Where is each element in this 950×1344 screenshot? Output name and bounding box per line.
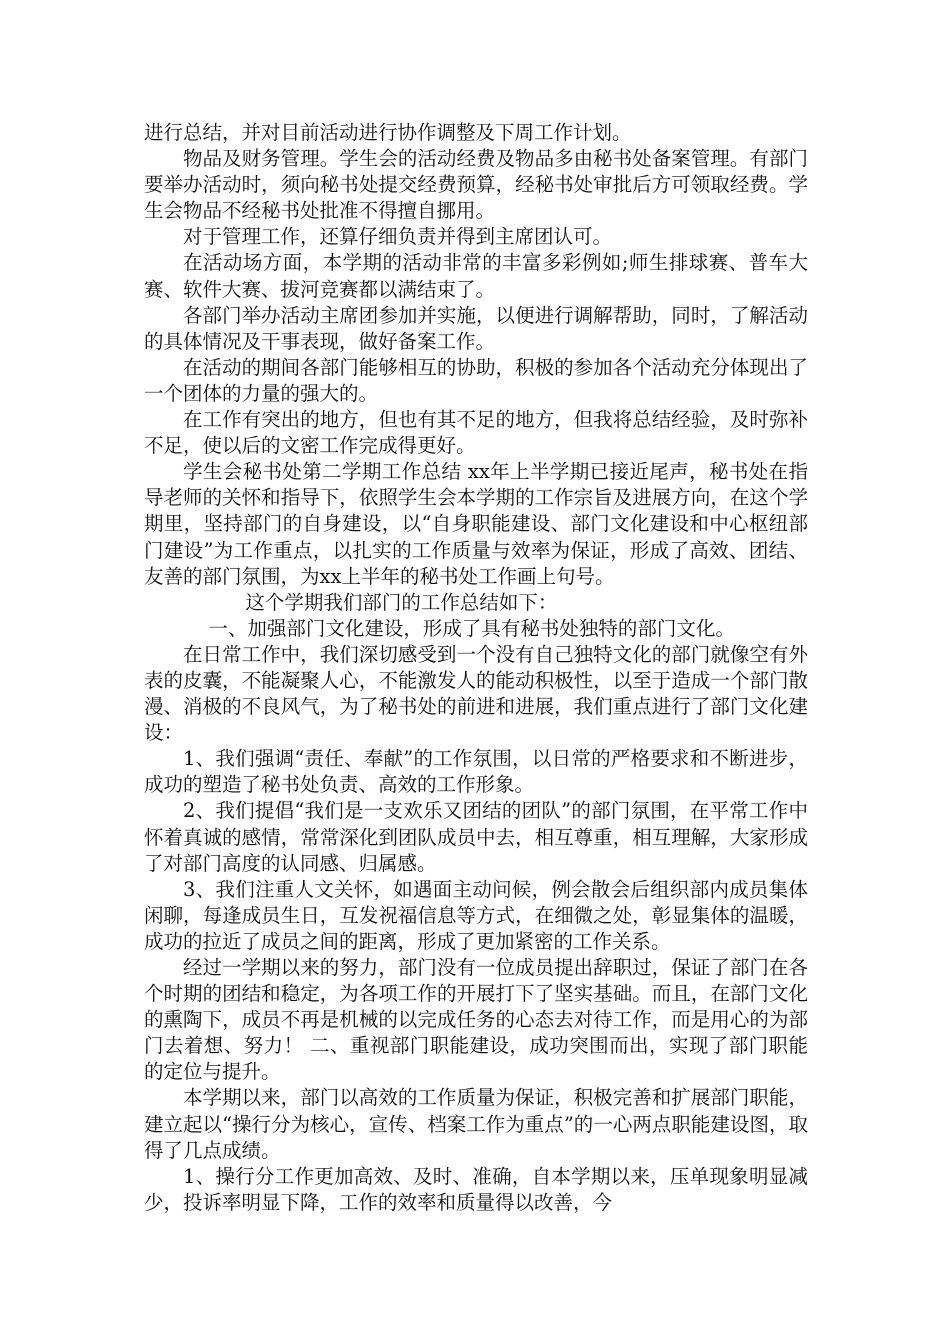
paragraph: 本学期以来，部门以高效的工作质量为保证，积极完善和扩展部门职能，建立起以“操行分为核心，宣传、档案工作为重点”的一心两点职能建设图，取得了几点成绩。	[144, 1086, 808, 1162]
paragraph: 在活动场方面，本学期的活动非常的丰富多彩例如;师生排球赛、普车大赛、软件大赛、拔河竞赛都以满结束了。	[144, 251, 808, 301]
paragraph: 各部门举办活动主席团参加并实施，以便进行调解帮助，同时，了解活动的具体情况及干事表现，做好备案工作。	[144, 303, 808, 353]
paragraph: 对于管理工作，还算仔细负责并得到主席团认可。	[183, 225, 613, 249]
list-item: 3、我们注重人文关怀，如遇面主动问候，例会散会后组织部内成员集体闲聊，每逢成员生日，互发祝福信息等方式，在细微之处，彰显集体的温暖，成功的拉近了成员之间的距离，形成了更加紧密的工作关系。	[144, 877, 808, 953]
list-item: 1、我们强调“责任、奉献”的工作氛围，以日常的严格要求和不断进步，成功的塑造了秘书处负责、高效的工作形象。	[144, 747, 808, 797]
list-item: 2、我们提倡“我们是一支欢乐又团结的团队”的部门氛围，在平常工作中怀着真诚的感情，常常深化到团队成员中去，相互尊重，相互理解，大家形成了对部门高度的认同感、归属感。	[144, 799, 808, 875]
paragraph: 在工作有突出的地方，但也有其不足的地方，但我将总结经验，及时弥补不足，使以后的文密工作完成得更好。	[144, 408, 808, 458]
paragraph: 在日常工作中，我们深切感受到一个没有自己独特文化的部门就像空有外表的皮囊，不能凝聚人心，不能激发人的能动积极性，以至于造成一个部门散漫、消极的不良风气，为了秘书处的前进和进展，我们重点进行了部门文化建设：	[144, 642, 808, 745]
section-heading: 一、加强部门文化建设，形成了具有秘书处独特的部门文化。	[208, 616, 735, 640]
paragraph: 学生会秘书处第二学期工作总结 xx年上半学期已接近尾声，秘书处在指导老师的关怀和指导下，依照学生会本学期的工作宗旨及进展方向，在这个学期里，坚持部门的自身建设，以“自身职能建设、部门文化建设和中心枢纽部门建设”为工作重点，以扎实的工作质量与效率为保证，形成了高效、团结、友善的部门氛围，为xx上半年的秘书处工作画上句号。	[144, 460, 808, 588]
paragraph: 物品及财务管理。学生会的活动经费及物品多由秘书处备案管理。有部门要举办活动时，须向秘书处提交经费预算，经秘书处审批后方可领取经费。学生会物品不经秘书处批准不得擅自挪用。	[144, 147, 808, 223]
document-body	[144, 120, 808, 1216]
paragraph: 在活动的期间各部门能够相互的协助，积极的参加各个活动充分体现出了一个团体的力量的强大的。	[144, 355, 808, 405]
list-item: 1、操行分工作更加高效、及时、准确，自本学期以来，压单现象明显减少，投诉率明显下降，工作的效率和质量得以改善，今	[144, 1164, 808, 1214]
paragraph: 进行总结，并对目前活动进行协作调整及下周工作计划。	[144, 121, 632, 144]
paragraph: 经过一学期以来的努力，部门没有一位成员提出辞职过，保证了部门在各个时期的团结和稳定，为各项工作的开展打下了坚实基础。而且，在部门文化的熏陶下，成员不再是机械的以完成任务的心态去对待工作，而是用心的为部门去着想、努力！ 二、重视部门职能建设，成功突围而出，实现了部门职能的定位与提升。	[144, 956, 808, 1084]
section-intro: 这个学期我们部门的工作总结如下：	[245, 590, 558, 614]
